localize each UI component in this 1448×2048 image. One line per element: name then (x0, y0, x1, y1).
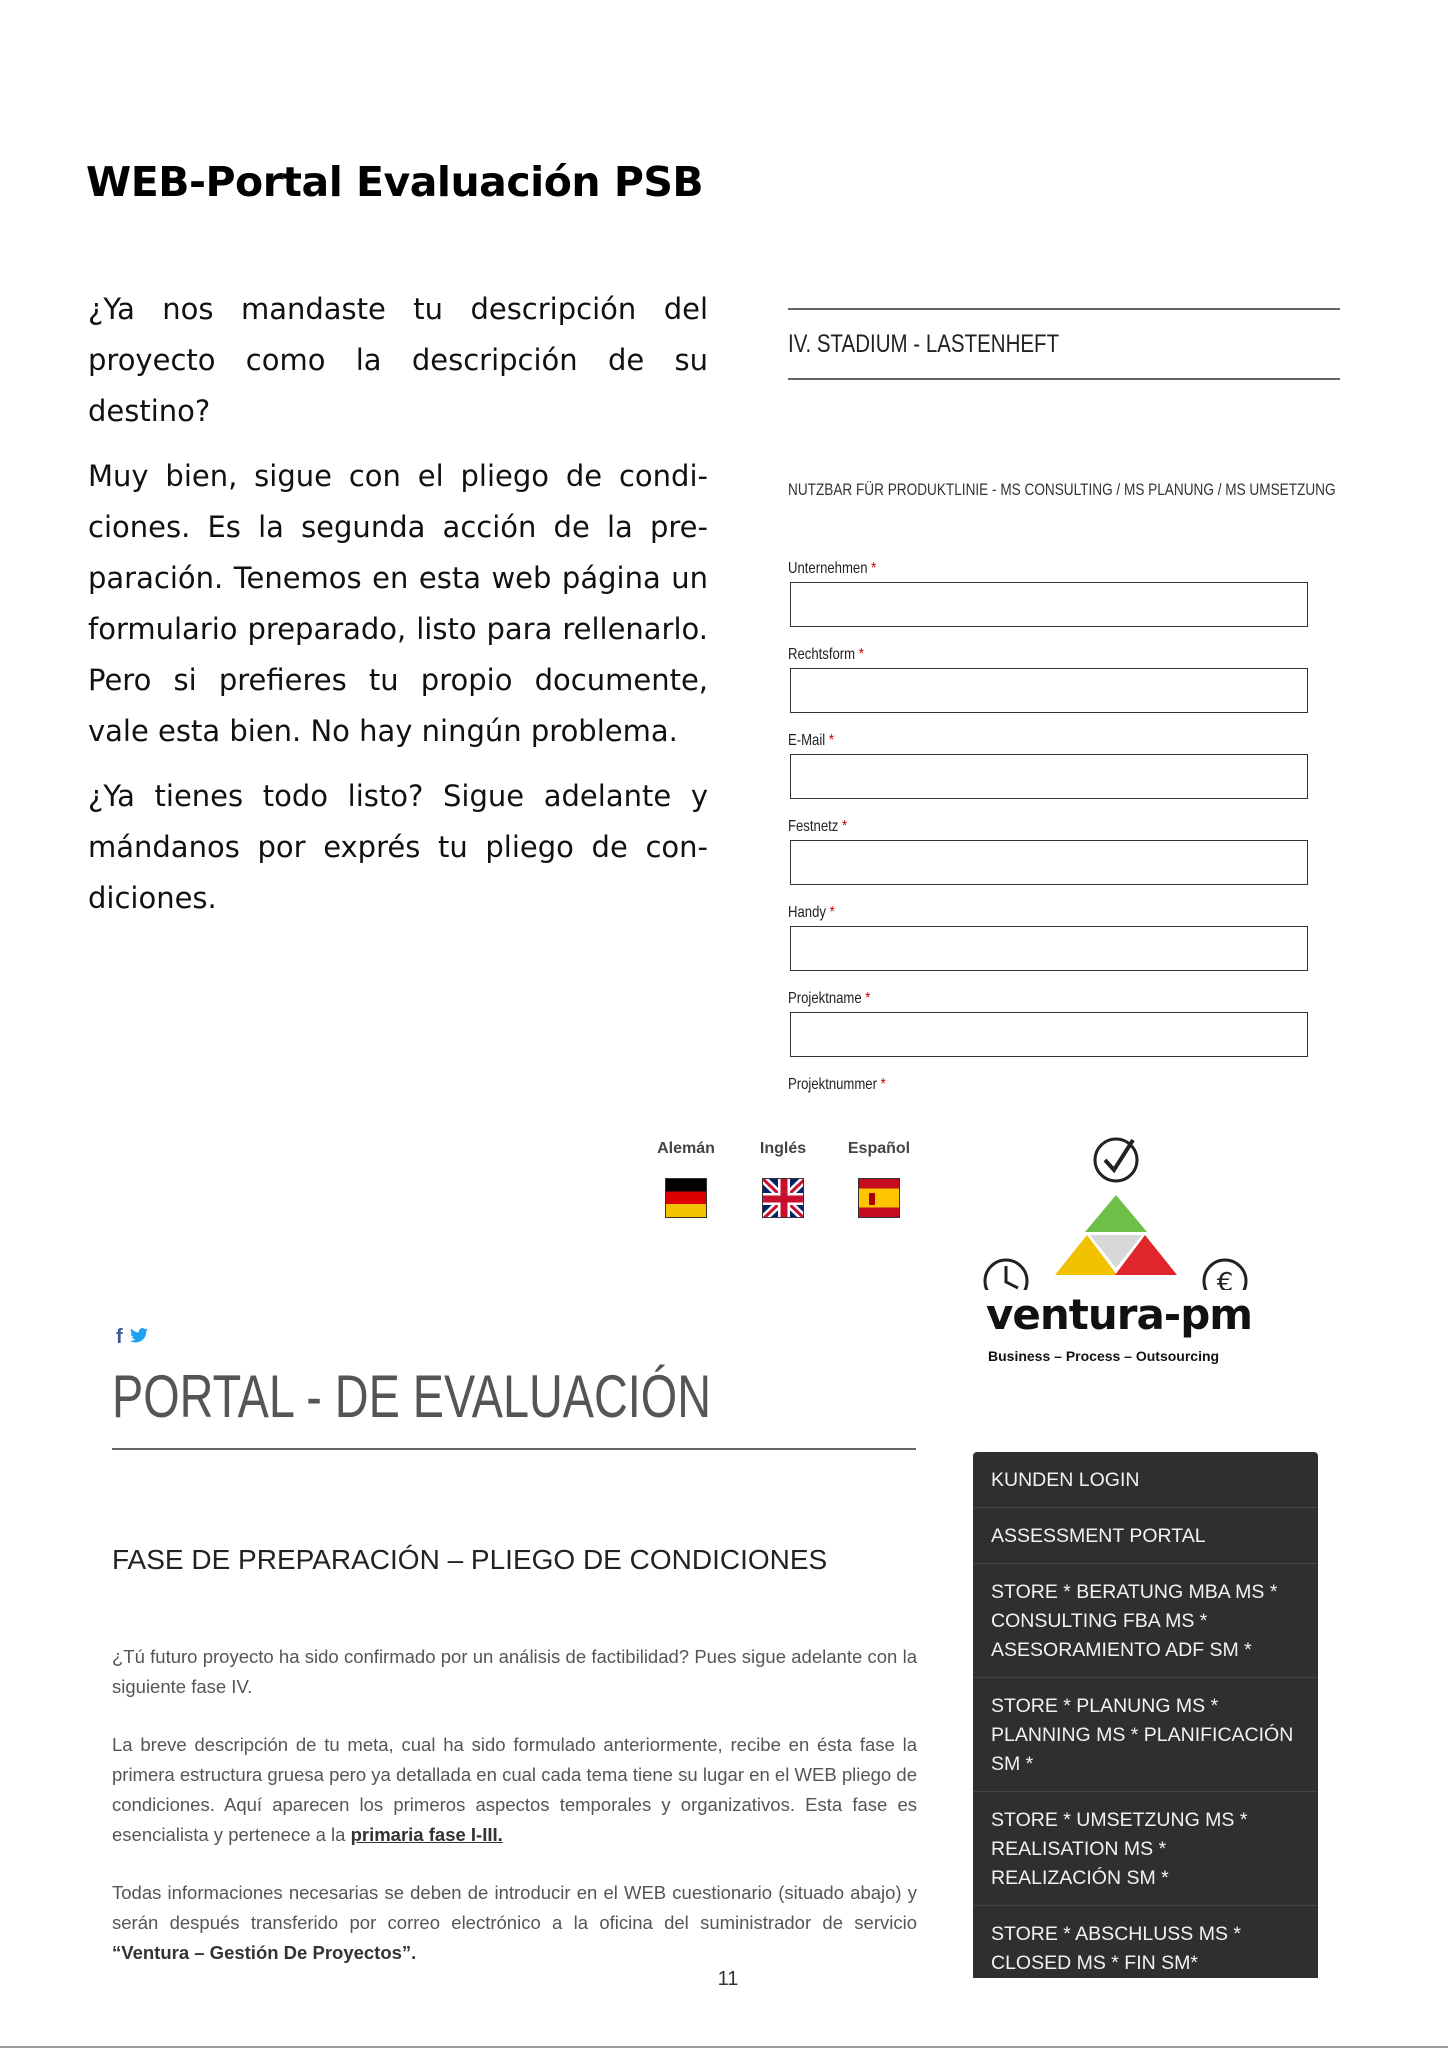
portal-paragraph-3: Todas informaciones necesarias se deben de introducir en el WEB cuestionario (situado abajo) y serán después transferido por correo electrónico a la oficina del suministrador de servicio “Ventura – Gestión De Proyectos”. (112, 1882, 917, 1963)
unternehmen-input[interactable] (790, 582, 1308, 627)
germany-flag-icon[interactable] (665, 1178, 707, 1218)
projektname-input[interactable] (790, 1012, 1308, 1057)
field-label-projektname: Projektname * (788, 990, 871, 1007)
svg-text:€: € (1216, 1268, 1234, 1290)
portal-title-rule (112, 1448, 916, 1450)
twitter-icon[interactable] (125, 1326, 149, 1348)
field-label-handy: Handy * (788, 904, 835, 921)
field-label-projektnummer: Projektnummer * (788, 1076, 886, 1093)
ventura-pm-logo (980, 1130, 1260, 1370)
menu-item-store-beratung[interactable]: STORE * BERATUNG MBA MS * CONSULTING FBA MS * ASESORAMIENTO ADF SM * (973, 1564, 1318, 1678)
logo-tagline: Business – Process – Outsourcing (988, 1348, 1220, 1364)
portal-sidebar-menu (973, 1452, 1318, 1978)
portal-title: PORTAL - DE EVALUACIÓN (112, 1363, 712, 1430)
language-german[interactable] (646, 1140, 726, 1218)
uk-flag-icon[interactable] (762, 1178, 804, 1218)
portal-body (112, 1642, 917, 1996)
festnetz-input[interactable] (790, 840, 1308, 885)
page-number: 11 (717, 1968, 739, 1990)
field-label-festnetz: Festnetz * (788, 818, 848, 835)
logo-graphic (980, 1130, 1260, 1290)
language-label: Alemán (657, 1140, 715, 1157)
form-title-rule (788, 378, 1340, 380)
language-spanish[interactable] (839, 1140, 919, 1218)
language-label: Inglés (759, 1140, 807, 1157)
social-links (116, 1326, 148, 1349)
language-english[interactable] (743, 1140, 823, 1218)
field-label-email: E-Mail * (788, 732, 834, 749)
primaria-fase-link[interactable]: primaria fase I-III. (350, 1824, 503, 1845)
menu-item-store-planung[interactable]: STORE * PLANUNG MS * PLANNING MS * PLANIFICACIÓN SM * (973, 1678, 1318, 1792)
logo-green-triangle (1085, 1195, 1147, 1232)
language-label: Español (847, 1140, 911, 1157)
lastenheft-form (788, 300, 1342, 1100)
menu-item-kunden-login[interactable]: KUNDEN LOGIN (973, 1452, 1318, 1508)
rechtsform-input[interactable] (790, 668, 1308, 713)
handy-input[interactable] (790, 926, 1308, 971)
portal-paragraph-2: La breve descripción de tu meta, cual ha sido formulado anteriormente, recibe en ésta fase la primera estructura gruesa pero ya detallada en cual cada tema tiene su lugar en el WEB pliego de condiciones. Aquí aparecen los primeros aspectos temporales y organizativos. Esta fase es esencialista y pertenece a la primaria fase I-III. (112, 1734, 917, 1845)
facebook-icon[interactable]: f (116, 1326, 123, 1348)
logo-name: ventura-pm (986, 1290, 1253, 1339)
email-input[interactable] (790, 754, 1308, 799)
stage-title: IV. STADIUM - LASTENHEFT (788, 330, 1060, 358)
phase-title: FASE DE PREPARACIÓN – PLIEGO DE CONDICIONES (112, 1544, 828, 1575)
intro-text (88, 284, 708, 938)
form-top-rule (788, 308, 1340, 310)
intro-paragraph-2: Muy bien, sigue con el pliego de condiciones. Es la segunda acción de la preparación. Tenemos en esta web página un formulario preparado, listo para rellenarlo. Pero si prefieres tu propio documente, vale esta bien. No hay ningún problema. (88, 459, 708, 748)
provider-name: “Ventura – Gestión De Proyectos”. (112, 1942, 417, 1963)
menu-item-store-abschluss[interactable]: STORE * ABSCHLUSS MS * CLOSED MS * FIN SM* (973, 1906, 1318, 1978)
spain-flag-icon[interactable] (858, 1178, 900, 1218)
page-title: WEB-Portal Evaluación PSB (86, 158, 704, 206)
intro-paragraph-3: ¿Ya tienes todo listo? Sigue adelante y mándanos por exprés tu pliego de condiciones. (88, 779, 708, 915)
portal-paragraph-1: ¿Tú futuro proyecto ha sido confirmado por un análisis de factibilidad? Pues sigue adelante con la siguiente fase IV. (112, 1646, 917, 1697)
field-label-rechtsform: Rechtsform * (788, 646, 864, 663)
product-line-note: NUTZBAR FÜR PRODUKTLINIE - MS CONSULTING / MS PLANUNG / MS UMSETZUNG (788, 480, 1336, 499)
menu-item-assessment-portal[interactable]: ASSESSMENT PORTAL (973, 1508, 1318, 1564)
field-label-unternehmen: Unternehmen * (788, 560, 877, 577)
intro-paragraph-1: ¿Ya nos mandaste tu descripción del proyecto como la descripción de su destino? (88, 292, 708, 428)
menu-item-store-umsetzung[interactable]: STORE * UMSETZUNG MS * REALISATION MS * REALIZACIÓN SM * (973, 1792, 1318, 1906)
